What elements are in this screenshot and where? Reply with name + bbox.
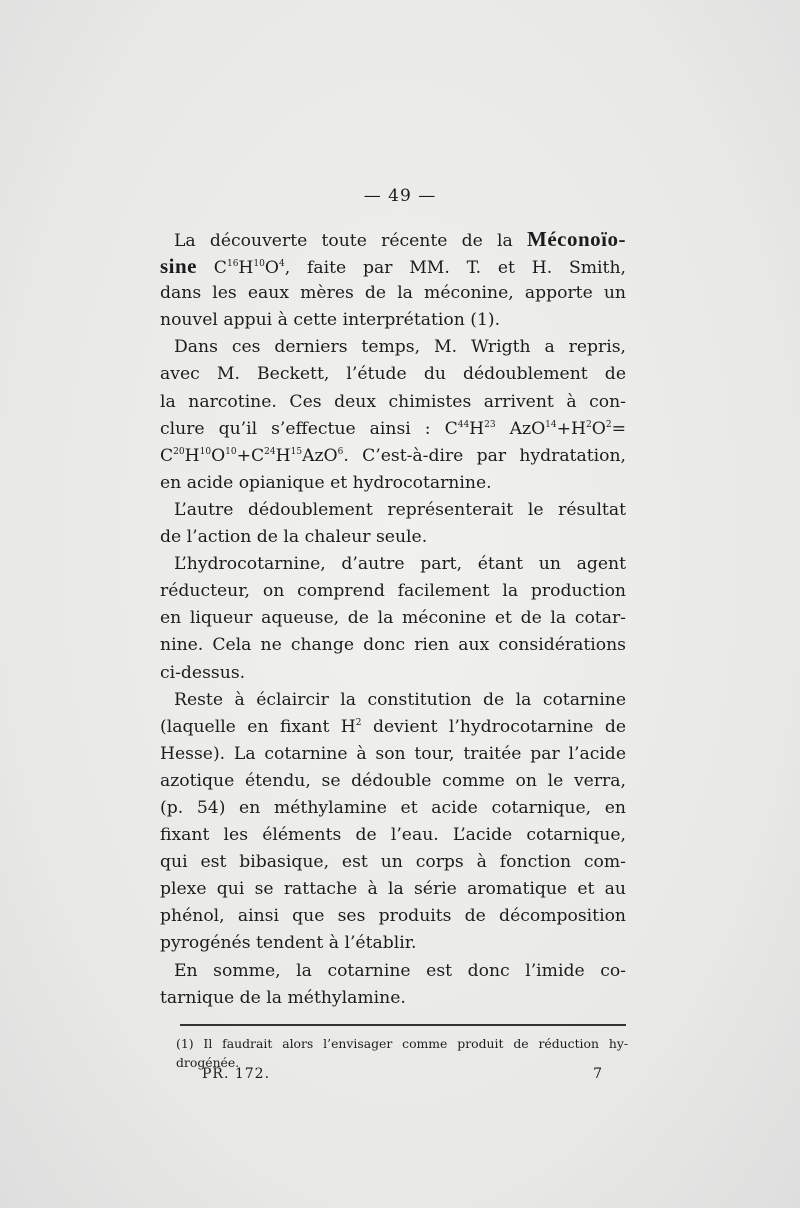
footnote-line: (1) Il faudrait alors l’envisager comme produit de réduction hy- — [176, 1036, 628, 1051]
text-line: ci-dessus. — [160, 662, 246, 683]
page-number: — 49 — — [363, 186, 437, 206]
text-line: L’hydrocotarnine, d’autre part, étant un agent — [174, 554, 626, 575]
text-line: clure qu’il s’effectue ainsi : $C^{44}H^{23}$ $AzO^{14}+H^2O^2=$ — [160, 418, 626, 439]
text-line: nouvel appui à cette interprétation (1). — [160, 310, 501, 331]
text-line: (laquelle en fixant $H^2$ devient l’hydrocotarnine de — [160, 716, 626, 737]
text-line: plexe qui se rattache à la série aromatique et au — [160, 879, 626, 900]
text-line: la narcotine. Ces deux chimistes arrivent à con- — [160, 391, 626, 412]
text-line: Hesse). La cotarnine à son tour, traitée par l’acide — [160, 743, 626, 764]
text-line: qui est bibasique, est un corps à fonction com- — [160, 852, 626, 873]
text-line: Reste à éclaircir la constitution de la cotarnine — [174, 689, 626, 710]
text-line: (p. 54) en méthylamine et acide cotarnique, en — [160, 797, 626, 818]
signature-mark: PR. 172. — [202, 1066, 271, 1082]
text-line: En somme, la cotarnine est donc l’imide co- — [174, 960, 626, 981]
text-line: Dans ces derniers temps, M. Wrigth a repris, — [174, 337, 626, 358]
text-line: fixant les éléments de l’eau. L’acide cotarnique, — [160, 825, 626, 846]
text-line: $C^{20}H^{10}O^{10}+C^{24}H^{15}AzO^6$. C’est-à-dire par hydratation, — [160, 445, 626, 466]
text-line: réducteur, on comprend facilement la production — [160, 581, 626, 602]
footnote-rule — [180, 1024, 626, 1026]
printer-signature — [202, 1066, 602, 1086]
text-line: tarnique de la méthylamine. — [160, 987, 406, 1008]
text-line: en liqueur aqueuse, de la méconine et de la cotar- — [160, 608, 626, 629]
text-line: L’autre dédoublement représenterait le résultat — [174, 499, 626, 520]
text-line: phénol, ainsi que ses produits de décomposition — [160, 906, 626, 927]
footnote-line: drogénée. — [176, 1055, 240, 1070]
text-line: azotique étendu, se dédouble comme on le verra, — [160, 770, 626, 791]
text-line: pyrogénés tendent à l’établir. — [160, 933, 417, 954]
text-line: nine. Cela ne change donc rien aux considérations — [160, 635, 626, 656]
text-line: La découverte toute récente de la Méconoïo- — [174, 227, 626, 251]
signature-number: 7 — [593, 1066, 602, 1082]
body-text — [160, 226, 626, 1012]
text-line: de l’action de la chaleur seule. — [160, 527, 428, 548]
text-line: sine $C^{16}H^{10}O^4$, faite par MM. T. et H. Smith, — [160, 254, 626, 279]
text-line: en acide opianique et hydrocotarnine. — [160, 472, 492, 493]
text-line: avec M. Beckett, l’étude du dédoublement de — [160, 364, 626, 385]
text-line: dans les eaux mères de la méconine, apporte un — [160, 283, 626, 304]
